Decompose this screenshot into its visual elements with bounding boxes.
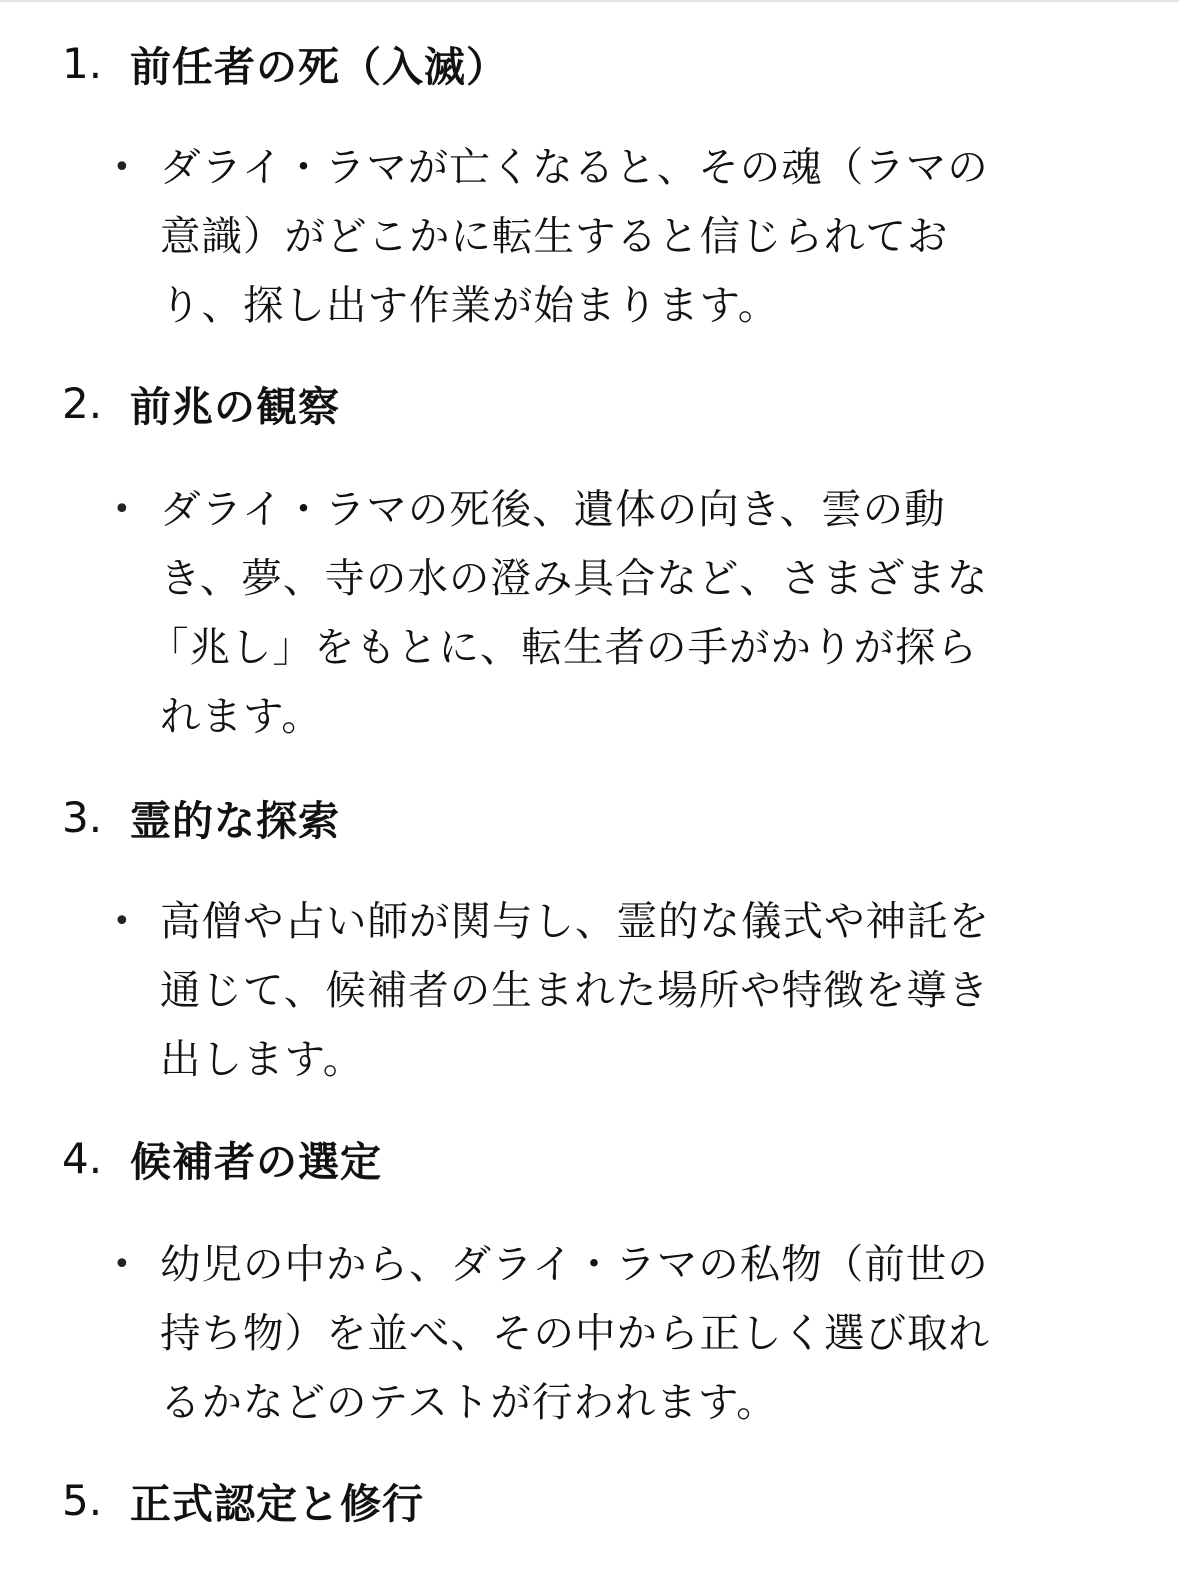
step-title: 霊的な探索 — [130, 796, 340, 845]
step-number: 5. — [62, 1475, 103, 1525]
step-title: 前任者の死（入滅） — [130, 42, 508, 91]
bullet-text — [160, 887, 1120, 1094]
step-title: 前兆の観察 — [130, 382, 340, 431]
bullet-dot: • — [113, 492, 131, 527]
bullet-text — [148, 475, 1120, 751]
bullet-line: 意識）がどこかに転生すると信じられてお — [160, 212, 949, 260]
step-heading — [62, 373, 340, 433]
bullet-line: ダライ・ラマの死後、遺体の向き、雲の動 — [160, 485, 946, 533]
bullet-line: 持ち物）を並べ、その中から正しく選び取れ — [160, 1309, 990, 1357]
step-heading — [62, 787, 340, 847]
step-heading — [62, 33, 508, 93]
step-heading — [62, 1128, 382, 1188]
top-divider — [0, 0, 1179, 2]
step-number: 2. — [62, 378, 103, 428]
step-number: 4. — [62, 1133, 103, 1183]
bullet-line: 高僧や占い師が関与し、霊的な儀式や神託を — [160, 897, 990, 945]
step-number: 1. — [62, 38, 103, 88]
bullet-line: ダライ・ラマが亡くなると、その魂（ラマの — [160, 143, 989, 191]
step-heading — [62, 1470, 424, 1530]
bullet-line: り、探し出す作業が始まります。 — [160, 281, 780, 329]
bullet-line: れます。 — [160, 692, 323, 740]
bullet-dot: • — [113, 150, 131, 185]
bullet-line: るかなどのテストが行われます。 — [160, 1378, 778, 1426]
bullet-text — [160, 133, 1120, 340]
bullet-line: 出します。 — [160, 1035, 365, 1083]
bullet-dot: • — [113, 1247, 131, 1282]
step-title: 正式認定と修行 — [130, 1479, 424, 1528]
bullet-text — [160, 1230, 1120, 1437]
bullet-line: 「兆し」をもとに、転生者の手がかりが探ら — [148, 623, 978, 671]
step-title: 候補者の選定 — [130, 1137, 382, 1186]
bullet-line: 幼児の中から、ダライ・ラマの私物（前世の — [160, 1240, 989, 1288]
step-number: 3. — [62, 792, 103, 842]
bullet-line: 通じて、候補者の生まれた場所や特徴を導き — [160, 966, 990, 1014]
bullet-dot: • — [113, 904, 131, 939]
bullet-line: き、夢、寺の水の澄み具合など、さまざまな — [160, 554, 989, 602]
